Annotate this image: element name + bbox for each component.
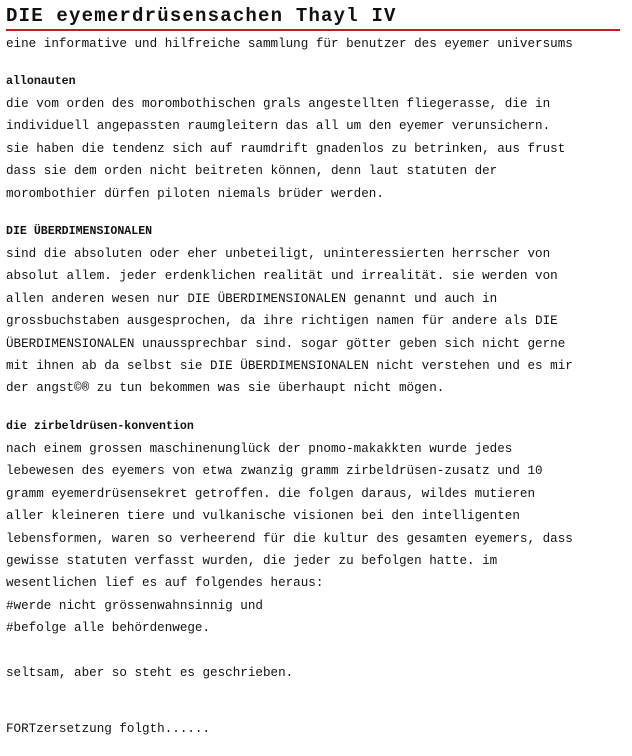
text-line: #befolge alle behördenwege. <box>6 621 211 636</box>
text-line: sie haben die tendenz sich auf raumdrift gnadenlos zu betrinken, aus frust <box>6 141 566 156</box>
section-body <box>6 93 626 205</box>
text-line: ÜBERDIMENSIONALEN unaussprechbar sind. sogar götter geben sich nicht gerne <box>6 336 566 351</box>
text-line: aller kleineren tiere und vulkanische visionen bei den intelligenten <box>6 509 520 524</box>
section-ueberdimensionalen <box>6 222 626 400</box>
section-zirbeldruesen-konvention <box>6 417 626 640</box>
closing-remark: seltsam, aber so steht es geschrieben. <box>6 665 294 680</box>
section-allonauten <box>6 72 626 205</box>
text-line: sind die absoluten oder eher unbeteiligt, uninteressierten herrscher von <box>6 247 551 262</box>
text-line: individuell angepassten raumgleitern das all um den eyemer verunsichern. <box>6 119 551 134</box>
document-page <box>6 0 626 740</box>
document-subtitle: eine informative und hilfreiche sammlung für benutzer des eyemer universums <box>6 37 573 51</box>
text-line: mit ihnen ab da selbst sie DIE ÜBERDIMENSIONALEN nicht verstehen und es mir <box>6 359 573 374</box>
text-line: allen anderen wesen nur DIE ÜBERDIMENSIONALEN genannt und auch in <box>6 291 498 306</box>
text-line: wesentlichen lief es auf folgendes heraus: <box>6 576 324 591</box>
text-line: grossbuchstaben ausgesprochen, da ihre richtigen namen für andere als DIE <box>6 314 558 329</box>
title-underline <box>6 29 620 31</box>
text-line: der angst©® zu tun bekommen was sie überhaupt nicht mögen. <box>6 381 445 396</box>
text-line: gewisse statuten verfasst wurden, die jeder zu befolgen hatte. im <box>6 553 498 568</box>
section-body <box>6 243 626 400</box>
section-heading: die zirbeldrüsen-konvention <box>6 419 194 433</box>
text-line: morombothier dürfen piloten niemals brüder werden. <box>6 186 384 201</box>
continuation-note: FORTzersetzung folgth...... <box>6 721 211 736</box>
section-heading: DIE ÜBERDIMENSIONALEN <box>6 225 153 239</box>
text-line: dass sie dem orden nicht beitreten können, denn laut statuten der <box>6 164 498 179</box>
text-line: lebewesen des eyemers von etwa zwanzig gramm zirbeldrüsen-zusatz und 10 <box>6 464 543 479</box>
document-title: DIE eyemerdrüsensachen Thayl IV <box>6 5 397 27</box>
text-line: nach einem grossen maschinenunglück der pnomo-makakkten wurde jedes <box>6 441 513 456</box>
text-line: absolut allem. jeder erdenklichen realität und irrealität. sie werden von <box>6 269 558 284</box>
section-body <box>6 438 626 640</box>
text-line: #werde nicht grössenwahnsinnig und <box>6 598 263 613</box>
text-line: gramm eyemerdrüsensekret getroffen. die folgen daraus, wildes mutieren <box>6 486 536 501</box>
text-line: die vom orden des morombothischen grals angestellten fliegerasse, die in <box>6 97 551 111</box>
text-line: lebensformen, waren so verheerend für die kultur des gesamten eyemers, dass <box>6 531 573 546</box>
section-heading: allonauten <box>6 75 76 88</box>
